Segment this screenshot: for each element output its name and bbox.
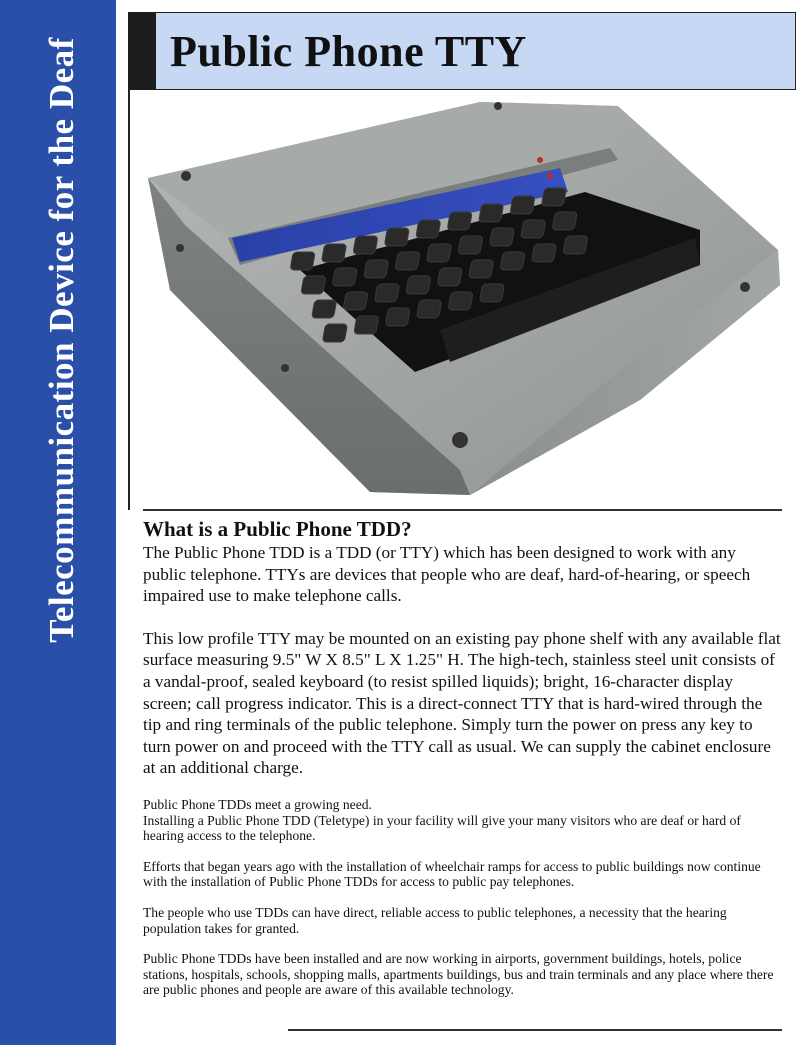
body-paragraph: The people who use TDDs can have direct, reliable access to public telephones, a necessity that the hearing population takes for granted.: [143, 904, 727, 936]
frame-left-line: [128, 90, 130, 510]
title-accent-bar: [128, 12, 156, 90]
product-image: [140, 100, 785, 500]
body-paragraphs: [143, 797, 783, 998]
lead-paragraph: This low profile TTY may be mounted on an existing pay phone shelf with any available flat surface measuring 9.5" W X 8.5" L X 1.25" H. The high-tech, stainless steel unit consists of a vandal-proof, sealed keyboard (to resist spilled liquids); bright, 16-character display screen; call progress indicator. This is a direct-connect TTY that is hard-wired through the tip and ring terminals of the public telephone. Simply turn the power on press any key to turn power on and proceed with the TTY call as usual. We can supply the cabinet enclosure at an additional charge.: [143, 628, 781, 778]
body-paragraph: Efforts that began years ago with the installation of wheelchair ramps for access to public buildings now continue with the installation of Public Phone TDDs for access to public pay telephones.: [143, 858, 761, 890]
indicator-light: [537, 157, 543, 163]
indicator-light: [547, 173, 553, 179]
section-heading: What is a Public Phone TDD?: [143, 517, 412, 541]
content: [143, 516, 783, 998]
body-paragraph: Public Phone TDDs have been installed and are now working in airports, government buildings, hotels, police stations, hospitals, schools, shopping malls, apartments buildings, bus and train terminals and any place where there are public phones and people are aware of this available technology.: [143, 951, 774, 998]
side-title: Telecommunication Device for the Deaf: [42, 37, 81, 643]
title-banner: [156, 12, 796, 90]
divider-line: [288, 1029, 782, 1031]
lead-paragraphs: [143, 542, 783, 779]
title-block: [128, 12, 796, 90]
side-band: [0, 0, 116, 1045]
body-paragraph: Public Phone TDDs meet a growing need. Installing a Public Phone TDD (Teletype) in your facility will give your many visitors who are deaf or hard of hearing access to the telephone.: [143, 796, 741, 844]
page-title: Public Phone TTY: [170, 26, 527, 76]
lead-paragraph: The Public Phone TDD is a TDD (or TTY) which has been designed to work with any public telephone. TTYs are devices that people who are deaf, hard-of-hearing, or speech impaired use to make telephone calls.: [143, 543, 751, 606]
divider-line: [143, 509, 782, 511]
